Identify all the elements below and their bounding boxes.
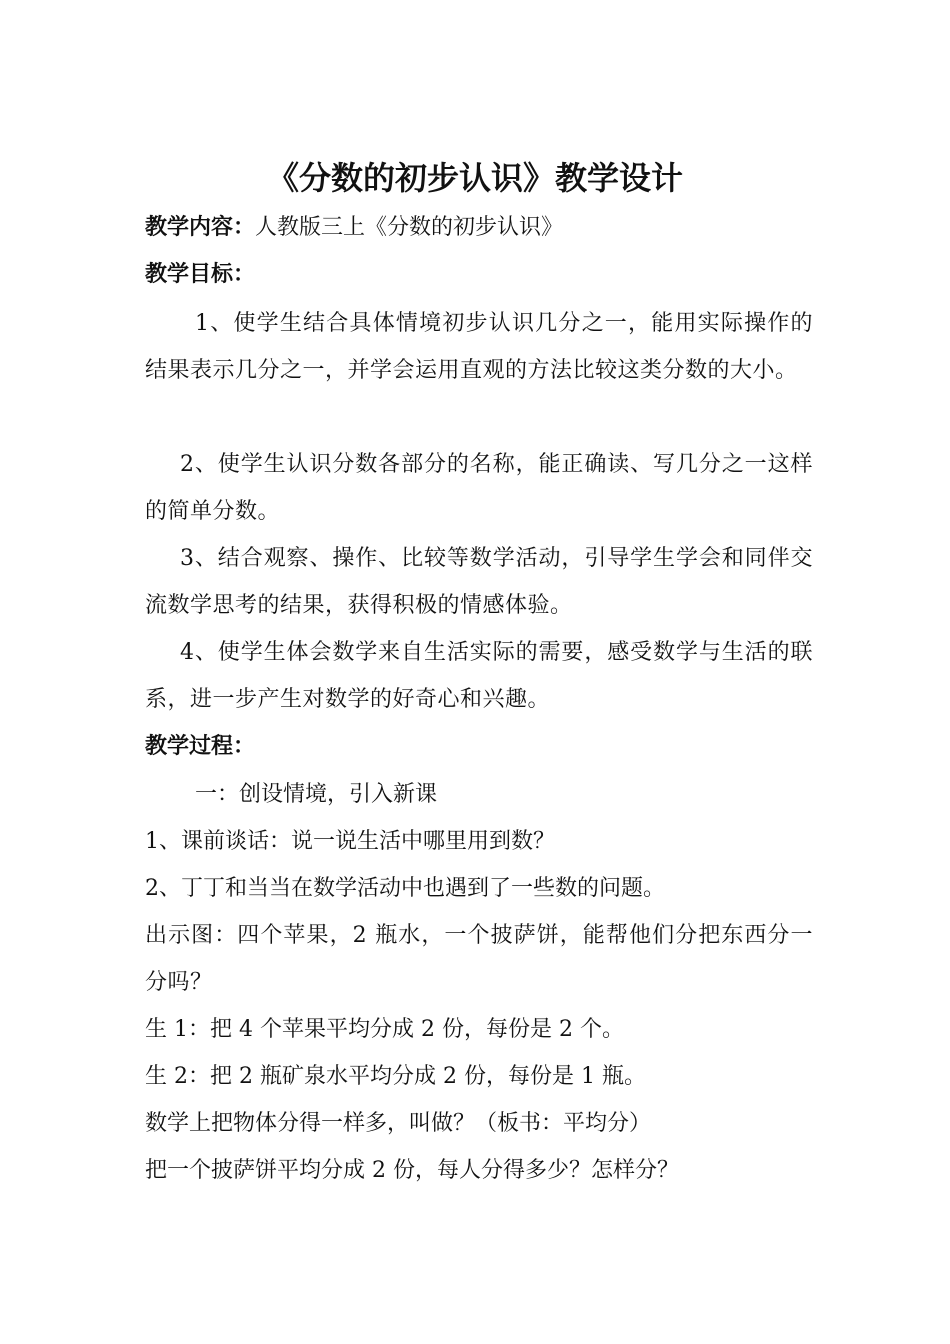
process-line-5: 生 2：把 2 瓶矿泉水平均分成 2 份，每份是 1 瓶。 [145, 1064, 646, 1089]
goal-item-3: 3、结合观察、操作、比较等数学活动，引导学生学会和同伴交流数学思考的结果，获得积极的情感体验。 [145, 546, 813, 618]
process-line-4: 生 1：把 4 个苹果平均分成 2 份，每份是 2 个。 [145, 1017, 624, 1042]
process-line-6: 数学上把物体分得一样多，叫做？（板书：平均分） [145, 1111, 652, 1136]
document-title: 《分数的初步认识》教学设计 [266, 159, 683, 197]
teaching-content-line [145, 205, 563, 251]
section-heading-1: 一：创设情境，引入新课 [195, 782, 438, 807]
process-line-2: 2、丁丁和当当在数学活动中也遇到了一些数的问题。 [145, 876, 665, 901]
teaching-process-label: 教学过程： [145, 734, 256, 759]
process-line-7: 把一个披萨饼平均分成 2 份，每人分得多少？怎样分？ [145, 1158, 679, 1183]
goal-item-4: 4、使学生体会数学来自生活实际的需要，感受数学与生活的联系，进一步产生对数学的好奇心和兴趣。 [145, 640, 813, 712]
goal-item-1: 1、使学生结合具体情境初步认识几分之一，能用实际操作的结果表示几分之一，并学会运用直观的方法比较这类分数的大小。 [145, 311, 813, 383]
goal-item-2: 2、使学生认识分数各部分的名称，能正确读、写几分之一这样的简单分数。 [145, 452, 813, 524]
teaching-content-label: 教学内容： [145, 215, 256, 240]
teaching-goals-heading [145, 252, 255, 298]
teaching-process-heading [145, 724, 255, 770]
teaching-content-value: 人教版三上《分数的初步认识》 [255, 215, 564, 240]
process-line-1: 1、课前谈话：说一说生活中哪里用到数？ [145, 829, 555, 854]
process-line-3: 出示图：四个苹果，2 瓶水，一个披萨饼，能帮他们分把东西分一分吗？ [145, 923, 813, 995]
teaching-goals-label: 教学目标： [145, 262, 256, 287]
